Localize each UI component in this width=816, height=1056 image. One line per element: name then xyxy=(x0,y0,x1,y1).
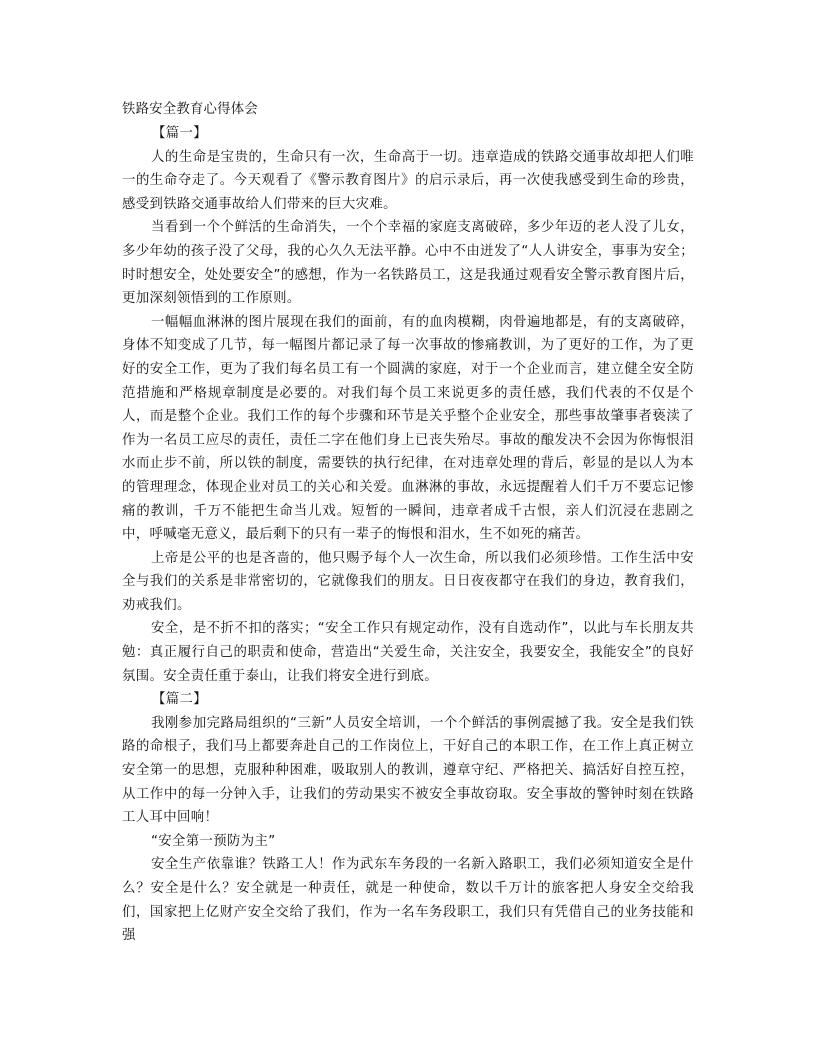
document-body xyxy=(122,122,694,948)
paragraph: 上帝是公平的也是吝啬的，他只赐予每个人一次生命，所以我们必须珍惜。工作生活中安全与我们的关系是非常密切的，它就像我们的朋友。日日夜夜都守在我们的身边，教育我们，劝戒我们。 xyxy=(122,550,694,613)
paragraph: 人的生命是宝贵的，生命只有一次，生命高于一切。违章造成的铁路交通事故却把人们唯一的生命夺走了。今天观看了《警示教育图片》的启示录后，再一次使我感受到生命的珍贵，感受到铁路交通事故给人们带来的巨大灾难。 xyxy=(122,149,694,212)
paragraph: 安全，是不折不扣的落实；“安全工作只有规定动作，没有自选动作”，以此与车长朋友共勉：真正履行自己的职责和使命，营造出“关爱生命，关注安全，我要安全，我能安全”的良好氛围。安全责任重于泰山，让我们将安全进行到底。 xyxy=(122,621,694,684)
paragraph: 一幅幅血淋淋的图片展现在我们的面前，有的血肉模糊，肉骨遍地都是，有的支离破碎，身体不知变成了几节，每一幅图片都记录了每一次事故的惨痛教训，为了更好的工作，为了更好的安全工作，更为了我们每名员工有一个圆满的家庭，对于一个企业而言，建立健全安全防范措施和严格规章制度是必要的。对我们每个员工来说更多的责任感，我们代表的不仅是个人，而是整个企业。我们工作的每个步骤和环节是关乎整个企业安全，那些事故肇事者亵渎了作为一名员工应尽的责任，责任二字在他们身上已丧失殆尽。事故的酿发决不会因为你悔恨泪水而止步不前，所以铁的制度，需要铁的执行纪律，在对违章处理的背后，彰显的是以人为本的管理理念，体现企业对员工的关心和关爱。血淋淋的事故，永远提醒着人们千万不要忘记惨痛的教训，千万不能把生命当儿戏。短暂的一瞬间，违章者成千古恨，亲人们沉浸在悲剧之中，呼喊毫无意义，最后剩下的只有一辈子的悔恨和泪水，生不如死的痛苦。 xyxy=(122,314,694,543)
paragraph: “安全第一预防为主” xyxy=(151,833,276,849)
section-heading: 【篇二】 xyxy=(152,692,207,708)
paragraph: 我刚参加完路局组织的“三新”人员安全培训，一个个鲜活的事例震撼了我。安全是我们铁路的命根子，我们马上都要奔赴自己的工作岗位上，干好自己的本职工作，在工作上真正树立安全第一的思想，克服种种困难，吸取别人的教训，遵章守纪、严格把关、搞活好自控互控，从工作中的每一分钟入手，让我们的劳动果实不被安全事故窃取。安全事故的警钟时刻在铁路工人耳中回响！ xyxy=(122,715,694,826)
section-heading: 【篇一】 xyxy=(152,126,207,141)
paragraph: 当看到一个个鲜活的生命消失，一个个幸福的家庭支离破碎，多少年迈的老人没了儿女，多少年幼的孩子没了父母，我的心久久无法平静。心中不由迸发了“人人讲安全，事事为安全；时时想安全，处处要安全”的感想，作为一名铁路员工，这是我通过观看安全警示教育图片后，更加深刻领悟到的工作原则。 xyxy=(122,220,694,307)
document-title: 铁路安全教育心得体会 xyxy=(122,102,258,117)
paragraph: 安全生产依靠谁？铁路工人！作为武东车务段的一名新入路职工，我们必须知道安全是什么？安全是什么？安全就是一种责任，就是一种使命，数以千万计的旅客把人身安全交给我们，国家把上亿财产安全交给了我们，作为一名车务段职工，我们只有凭借自己的业务技能和强 xyxy=(122,857,694,944)
